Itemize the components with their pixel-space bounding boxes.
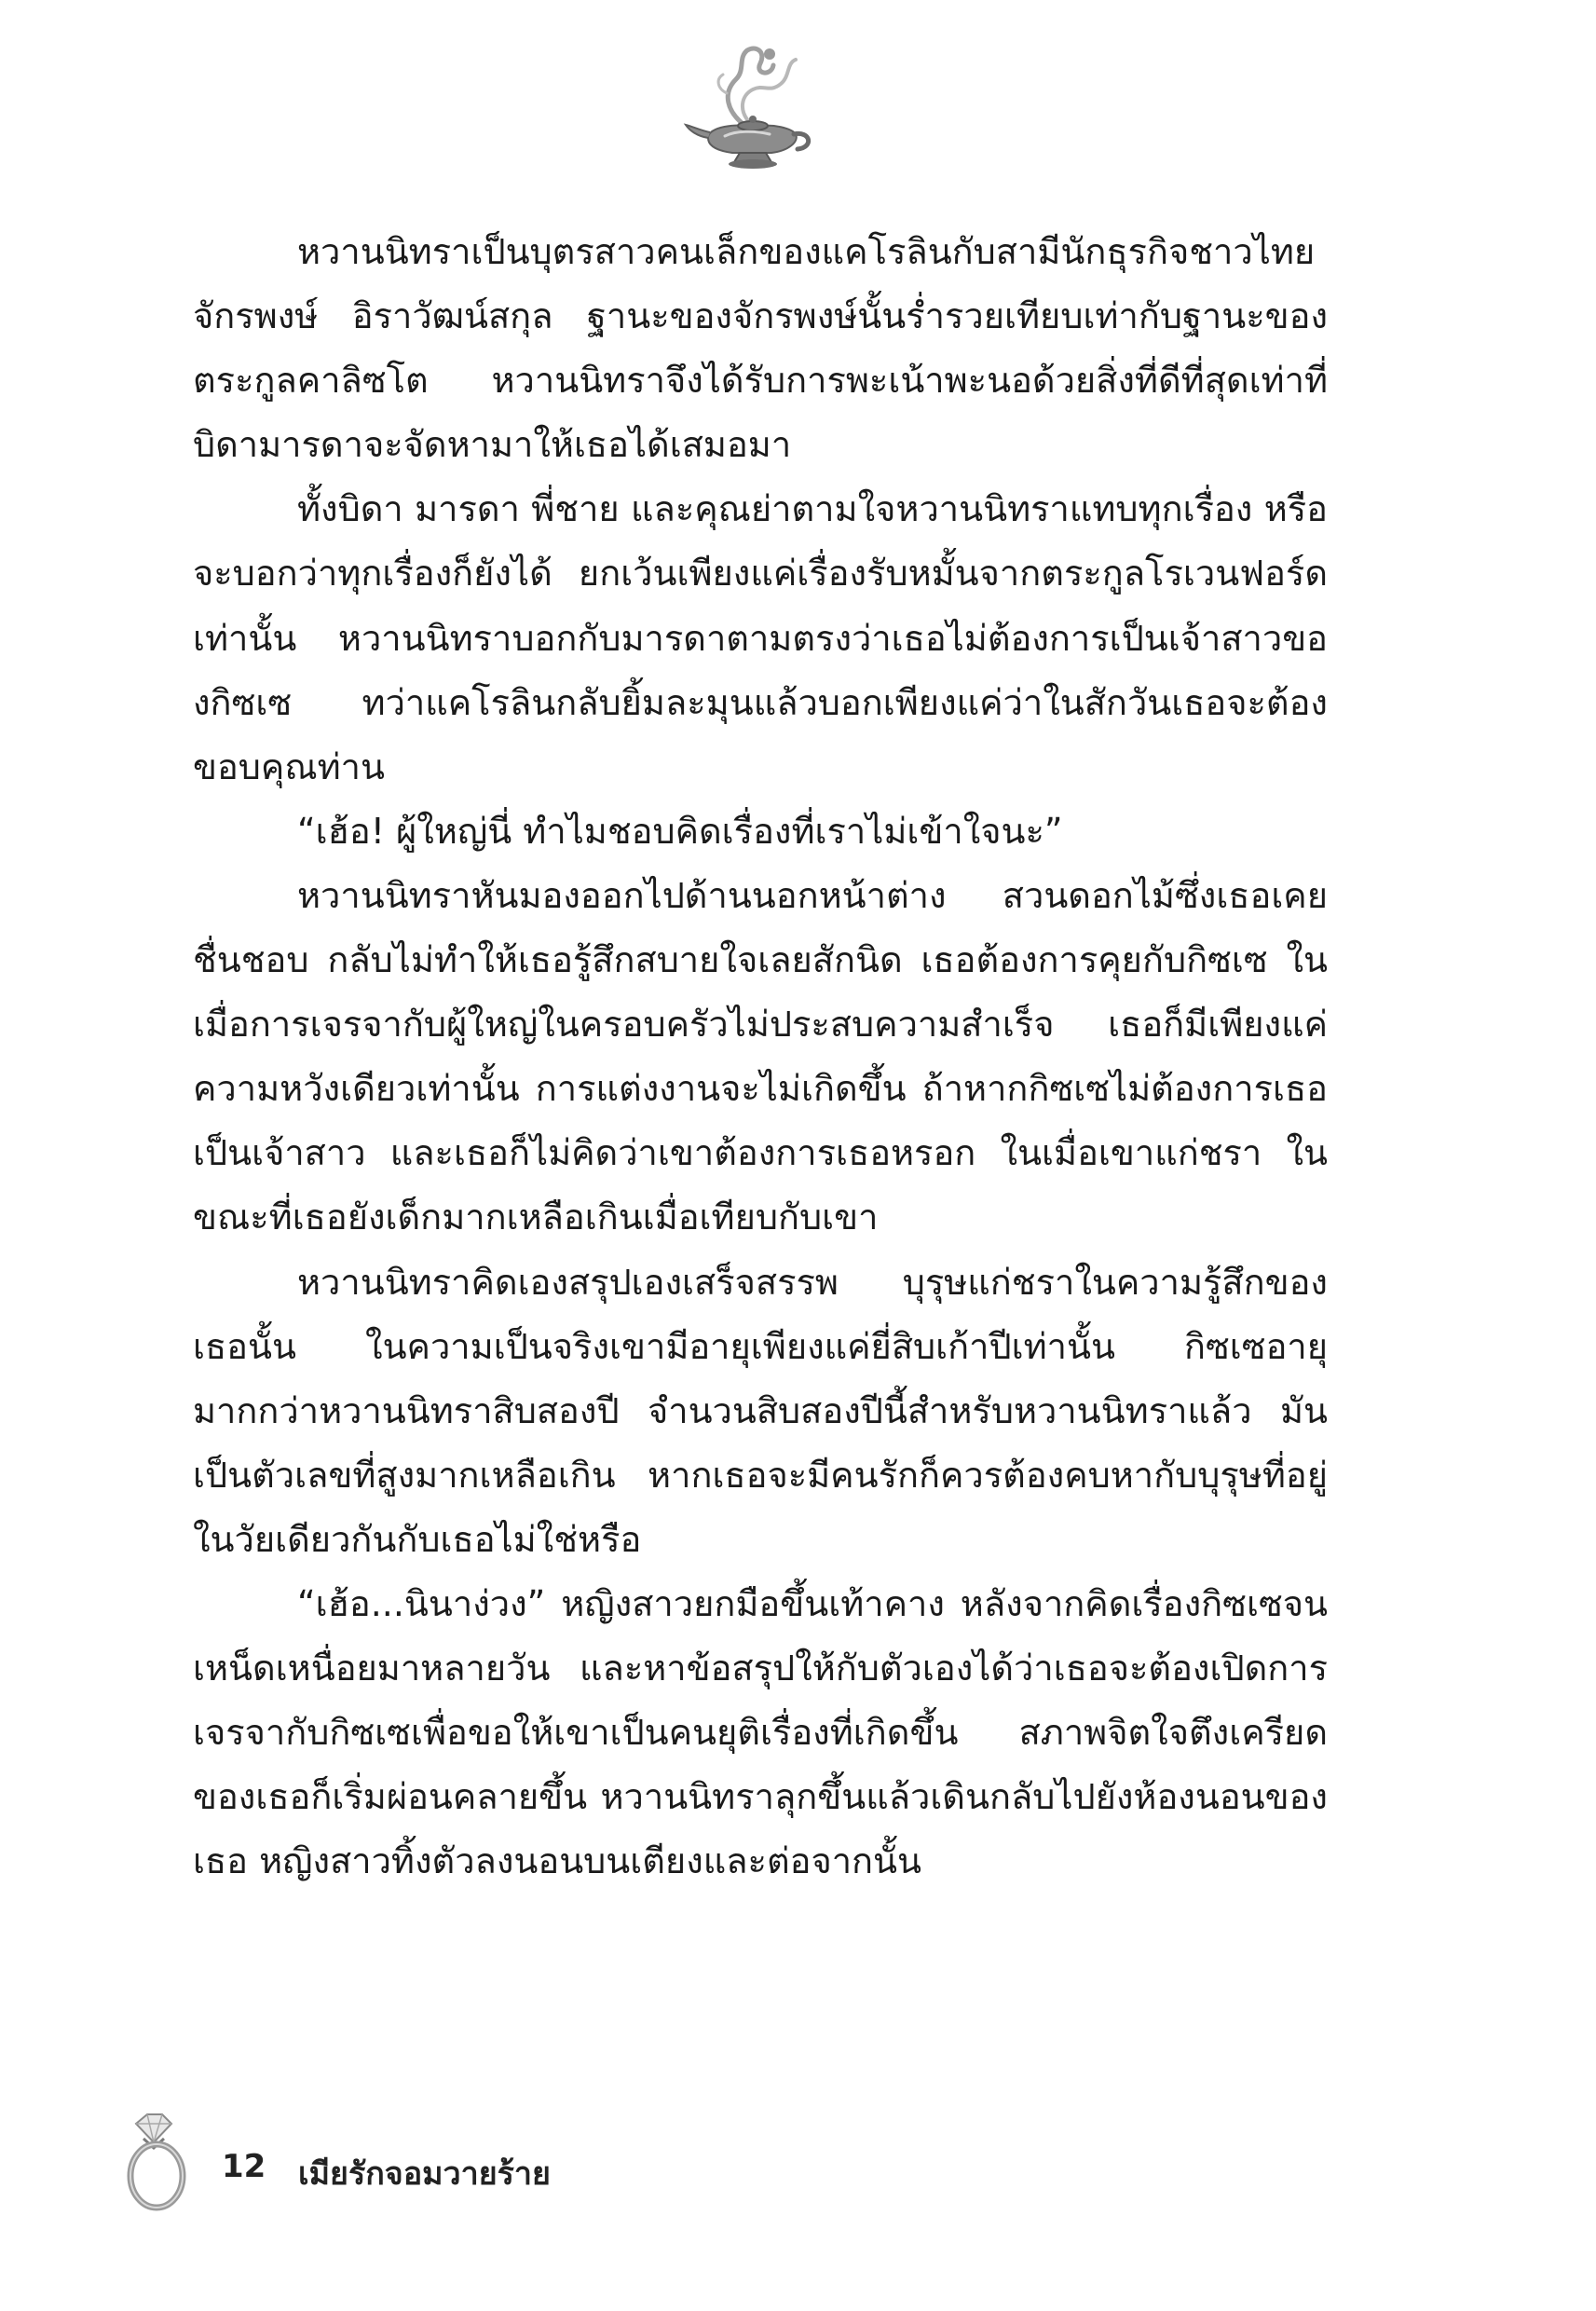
page-number: 12 — [222, 2148, 266, 2185]
genie-lamp-icon — [680, 37, 820, 177]
paragraph: “เฮ้อ...นินาง่วง” หญิงสาวยกมือขึ้นเท้าคาง หลังจากคิดเรื่องกิซเซจนเหน็ดเหนื่อยมาหลายวัน และหาข้อสรุปให้กับตัวเองได้ว่าเธอจะต้องเปิดการเจรจากับกิซเซเพื่อขอให้เขาเป็นคนยุติเรื่องที่เกิดขึ้น สภาพจิตใจตึงเครียดของเธอก็เริ่มผ่อนคลายขึ้น หวานนิทราลุกขึ้นแล้วเดินกลับไปยังห้องนอนของเธอ หญิงสาวทิ้งตัวลงนอนบนเตียงและต่อจากนั้น — [193, 1582, 1328, 1882]
paragraph: หวานนิทราเป็นบุตรสาวคนเล็กของแคโรลินกับสามีนักธุรกิจชาวไทย จักรพงษ์ อิราวัฒน์สกุล ฐานะของจักรพงษ์นั้นร่ำรวยเทียบเท่ากับฐานะของตระกูลคาลิซโต หวานนิทราจึงได้รับการพะเน้าพะนอด้วยสิ่งที่ดีที่สุดเท่าที่บิดามารดาจะจัดหามาให้เธอได้เสมอมา — [193, 231, 1328, 466]
body-text — [193, 220, 1328, 1894]
paragraph: หวานนิทราหันมองออกไปด้านนอกหน้าต่าง สวนดอกไม้ซึ่งเธอเคยชื่นชอบ กลับไม่ทำให้เธอรู้สึกสบายใจเลยสักนิด เธอต้องการคุยกับกิซเซ ในเมื่อการเจรจากับผู้ใหญ่ในครอบครัวไม่ประสบความสำเร็จ เธอก็มีเพียงแค่ความหวังเดียวเท่านั้น การแต่งงานจะไม่เกิดขึ้น ถ้าหากกิซเซไม่ต้องการเธอเป็นเจ้าสาว และเธอก็ไม่คิดว่าเขาต้องการเธอหรอก ในเมื่อเขาแก่ชรา ในขณะที่เธอยังเด็กมากเหลือเกินเมื่อเทียบกับเขา — [193, 874, 1328, 1238]
page-footer — [119, 2111, 771, 2222]
paragraph-dialogue: “เฮ้อ! ผู้ใหญ่นี่ ทำไมชอบคิดเรื่องที่เราไม่เข้าใจนะ” — [297, 810, 1063, 852]
book-title: เมียรักจอมวายร้าย — [298, 2155, 551, 2193]
paragraph: หวานนิทราคิดเองสรุปเองเสร็จสรรพ บุรุษแก่ชราในความรู้สึกของเธอนั้น ในความเป็นจริงเขามีอายุเพียงแค่ยี่สิบเก้าปีเท่านั้น กิซเซอายุมากกว่าหวานนิทราสิบสองปี จำนวนสิบสองปีนี้สำหรับหวานนิทราแล้ว มันเป็นตัวเลขที่สูงมากเหลือเกิน หากเธอจะมีคนรักก็ควรต้องคบหากับบุรุษที่อยู่ในวัยเดียวกันกับเธอไม่ใช่หรือ — [193, 1261, 1328, 1560]
diamond-ring-icon — [119, 2111, 194, 2213]
paragraph: ทั้งบิดา มารดา พี่ชาย และคุณย่าตามใจหวานนิทราแทบทุกเรื่อง หรือจะบอกว่าทุกเรื่องก็ยังได้ ยกเว้นเพียงแค่เรื่องรับหมั้นจากตระกูลโรเวนฟอร์ดเท่านั้น หวานนิทราบอกกับมารดาตามตรงว่าเธอไม่ต้องการเป็นเจ้าสาวของกิซเซ ทว่าแคโรลินกลับยิ้มละมุนแล้วบอกเพียงแค่ว่าในสักวันเธอจะต้องขอบคุณท่าน — [193, 488, 1328, 787]
